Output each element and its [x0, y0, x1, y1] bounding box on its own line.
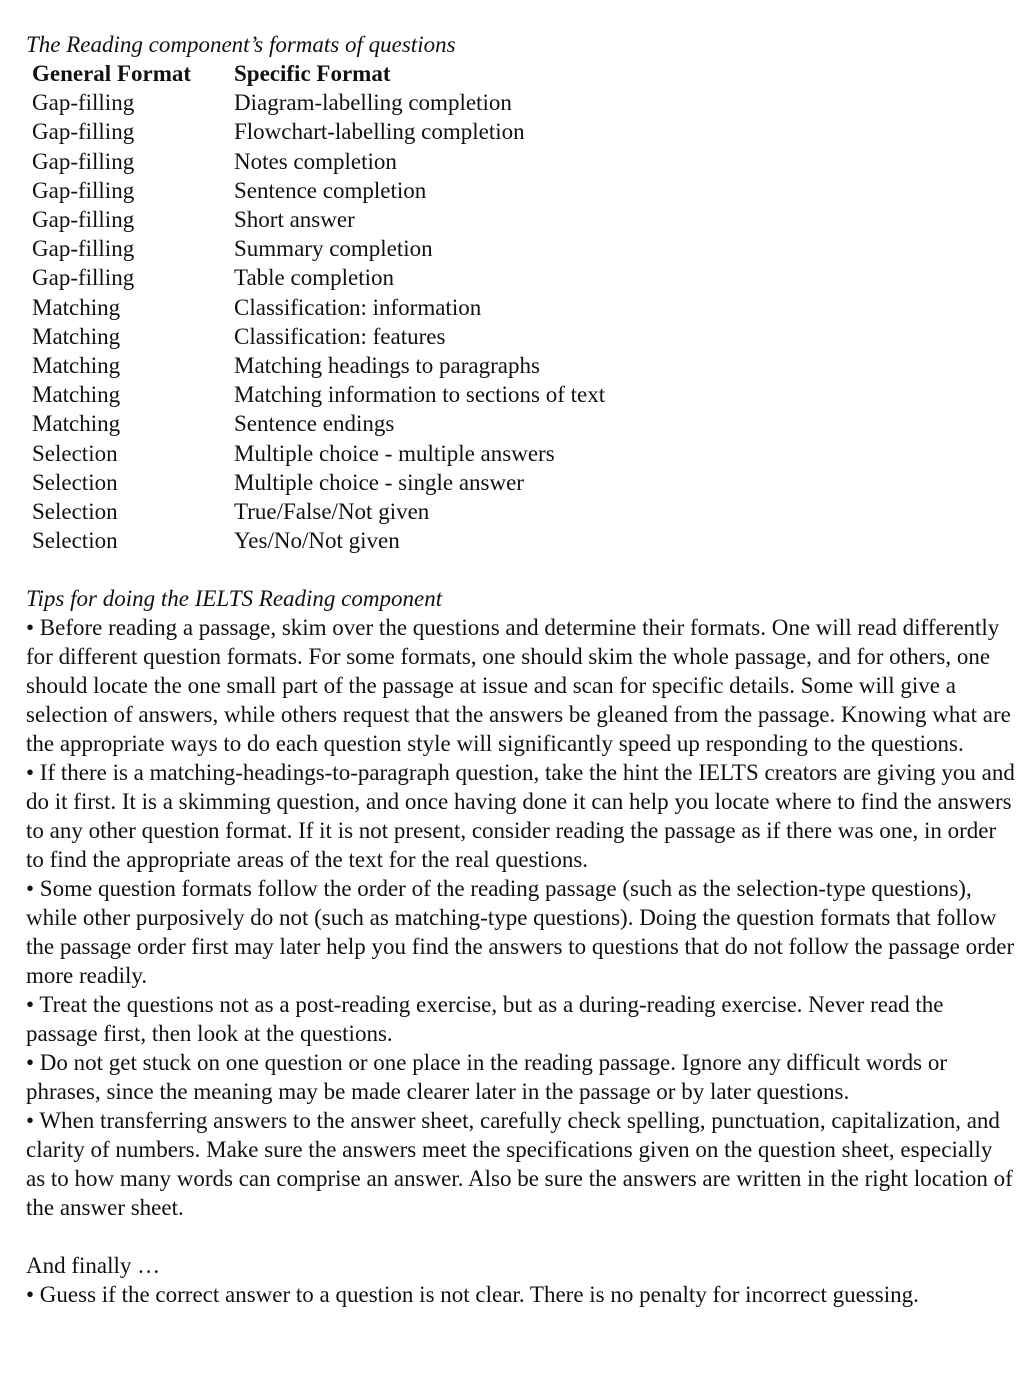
tip-item: • Do not get stuck on one question or one place in the reading passage. Ignore any difficult words or phrases, since the meaning may be made clearer later in the passage or by later questions.: [26, 1050, 947, 1105]
table-row: [32, 351, 605, 380]
general-format-cell: Matching: [32, 323, 121, 349]
header-specific-format: Specific Format: [234, 61, 391, 86]
table-row: [32, 409, 605, 438]
table-row: [32, 322, 605, 351]
table-row: [32, 117, 605, 146]
specific-format-cell: True/False/Not given: [234, 499, 430, 525]
general-format-cell: Matching: [32, 411, 121, 437]
specific-format-cell: Diagram-labelling completion: [234, 90, 512, 116]
specific-format-cell: Multiple choice - multiple answers: [234, 440, 555, 466]
table-row: [32, 147, 605, 176]
table-row: [32, 263, 605, 292]
tip-item: • If there is a matching-headings-to-paragraph question, take the hint the IELTS creators are giving you and do it first. It is a skimming question, and once having done it can help you locate where to find the answers to any other question format. If it is not present, consider reading the passage as if there was one, in order to find the appropriate areas of the text for the real questions.: [26, 760, 1015, 873]
general-format-cell: Gap-filling: [32, 119, 135, 145]
general-format-cell: Gap-filling: [32, 236, 135, 262]
general-format-cell: Matching: [32, 353, 121, 379]
table-row: [32, 468, 605, 497]
general-format-cell: Gap-filling: [32, 265, 135, 291]
specific-format-cell: Notes completion: [234, 148, 397, 174]
table-row: [32, 205, 605, 234]
final-heading: And finally …: [26, 1253, 161, 1279]
general-format-cell: Matching: [32, 382, 121, 408]
final-tip-item: • Guess if the correct answer to a question is not clear. There is no penalty for incorrect guessing.: [26, 1282, 919, 1308]
specific-format-cell: Table completion: [234, 265, 394, 291]
tip-item: • When transferring answers to the answer sheet, carefully check spelling, punctuation, capitalization, and clarity of numbers. Make sure the answers meet the specifications given on the question sheet, especially as to how many words can comprise an answer. Also be sure the answers are written in the right location of the answer sheet.: [26, 1108, 1013, 1221]
tip-item: • Some question formats follow the order of the reading passage (such as the selection-type questions), while other purposively do not (such as matching-type questions). Doing the question formats that follow the passage order first may later help you find the answers to questions that do not follow the passage order more readily.: [26, 876, 1015, 989]
table-row: [32, 88, 605, 117]
table-row: [32, 380, 605, 409]
general-format-cell: Matching: [32, 294, 121, 320]
specific-format-cell: Sentence completion: [234, 177, 427, 203]
table-row: [32, 497, 605, 526]
general-format-cell: Gap-filling: [32, 148, 135, 174]
header-general-format: General Format: [32, 61, 192, 86]
general-format-cell: Selection: [32, 440, 118, 466]
general-format-cell: Gap-filling: [32, 90, 135, 116]
table-row: [32, 439, 605, 468]
specific-format-cell: Flowchart-labelling completion: [234, 119, 525, 145]
specific-format-cell: Matching information to sections of text: [234, 382, 606, 408]
general-format-cell: Selection: [32, 469, 118, 495]
specific-format-cell: Short answer: [234, 207, 355, 233]
general-format-cell: Gap-filling: [32, 207, 135, 233]
formats-table: [32, 59, 605, 555]
table-row: [32, 176, 605, 205]
document-page: [26, 30, 1016, 1309]
specific-format-cell: Classification: information: [234, 294, 482, 320]
general-format-cell: Selection: [32, 499, 118, 525]
specific-format-cell: Sentence endings: [234, 411, 395, 437]
formats-caption: The Reading component’s formats of questions: [26, 32, 456, 57]
specific-format-cell: Classification: features: [234, 323, 446, 349]
formats-header-row: [32, 59, 605, 88]
table-row: [32, 293, 605, 322]
specific-format-cell: Matching headings to paragraphs: [234, 353, 540, 379]
table-row: [32, 234, 605, 263]
specific-format-cell: Multiple choice - single answer: [234, 469, 524, 495]
tip-item: • Before reading a passage, skim over the questions and determine their formats. One will read differently for different question formats. For some formats, one should skim the whole passage, and for others, one should locate the one small part of the passage at issue and scan for specific details. Some will give a selection of answers, while others request that the answers be gleaned from the passage. Knowing what are the appropriate ways to do each question style will significantly speed up responding to the questions.: [26, 615, 1011, 757]
tips-heading: Tips for doing the IELTS Reading component: [26, 586, 443, 612]
final-section: [26, 1251, 1016, 1309]
specific-format-cell: Summary completion: [234, 236, 433, 262]
tips-section: [26, 584, 1016, 1222]
tip-item: • Treat the questions not as a post-reading exercise, but as a during-reading exercise. Never read the passage first, then look at the questions.: [26, 992, 944, 1047]
general-format-cell: Selection: [32, 528, 118, 554]
specific-format-cell: Yes/No/Not given: [234, 528, 400, 554]
table-row: [32, 526, 605, 555]
general-format-cell: Gap-filling: [32, 177, 135, 203]
